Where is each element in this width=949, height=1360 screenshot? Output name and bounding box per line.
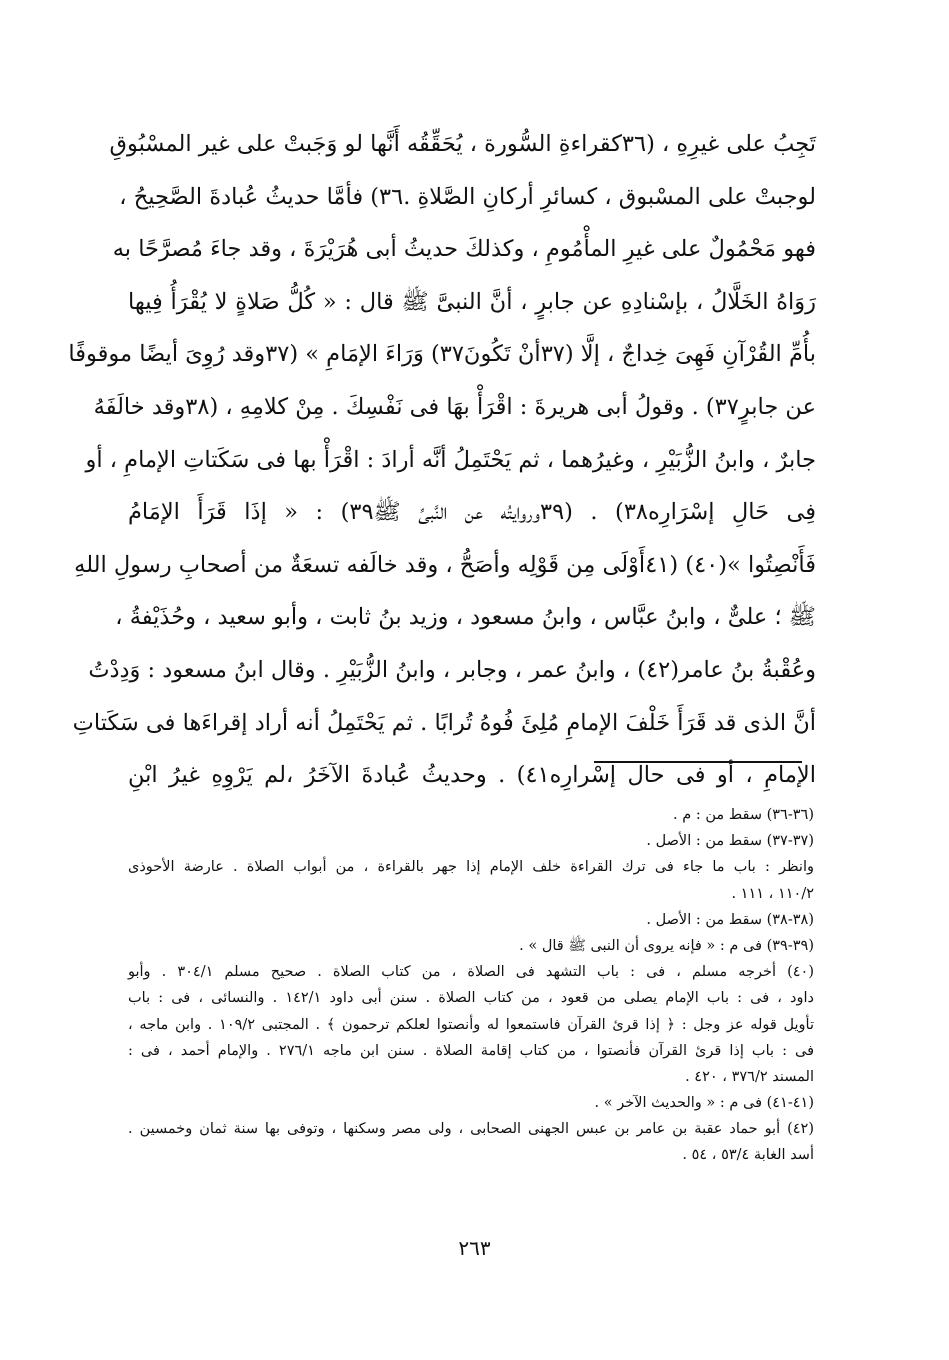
main-text-line: رَوَاهُ الخَلَّالُ ، بإسْنادِهِ عن جابرٍ ، أنَّ النبىَّ ﷺ قال : « كُلُّ صَلاةٍ لا يُقْرَأُ فِيها (128, 288, 816, 315)
footnote-line: وانظر : باب ما جاء فى ترك القراءة خلف الإمام إذا جهر بالقراءة ، من أبواب الصلاة . عارضة الأحوذى (128, 859, 814, 876)
main-text-line: أنَّ الذى قد قَرَأَ خَلْفَ الإمامِ مُلِئَ فُوهُ تُرابًا . ثم يَحْتَمِلُ أنه أراد إقراءَها فى سَكَتاتِ (72, 709, 816, 736)
footnote-line: (٣٧-٣٧) سقط من : الأصل . (646, 833, 814, 850)
footnotes-block (128, 802, 814, 1169)
footnote-line: داود ، فى : باب الإمام يصلى من قعود ، من كتاب الصلاة . سنن أبى داود ١٤٢/١ . والنسائى ، فى : باب (128, 990, 814, 1007)
footnote-line: ١١٠/٢ ، ١١١ . (731, 885, 814, 902)
footnote-line: المسند ٣٧٦/٢ ، ٤٢٠ . (685, 1068, 814, 1085)
main-text-line: تَجِبُ على غيرِهِ ، (٣٦كقراءةِ السُّورة ، يُحَقِّقُه أَنَّها لو وَجَبتْ على غير المسْبُوقِ (109, 131, 816, 157)
footnote-line: (٤٠) أخرجه مسلم ، فى : باب التشهد فى الصلاة ، من كتاب الصلاة . صحيح مسلم ٣٠٤/١ . وأبو (128, 964, 814, 981)
footnote-line: أسد الغابة ٥٣/٤ ، ٥٤ . (682, 1147, 814, 1164)
footnote-separator (594, 761, 802, 763)
footnote-line: (٤١-٤١) فى م : « والحديث الآخر » . (594, 1095, 814, 1112)
main-text-line: عن جابرٍ٣٧) . وقولُ أبى هريرةَ : اقْرَأْ بهَا فى نَفْسِكَ . مِنْ كلامِهِ ، (٣٨وقد خالَفَهُ (93, 393, 816, 420)
main-text-line: فهو مَحْمُولٌ على غيرِ المأْمُومِ ، وكذلكَ حديثُ أبى هُرَيْرَةَ ، وقد جاءَ مُصرَّحًا به (112, 236, 816, 263)
main-text-line: فِى حَالِ إسْرَارِه٣٨) . (٣٩وروايتُه عن النَّبىِّ ﷺ٣٩) : « إذَا قَرَأَ الإمَامُ (128, 499, 817, 526)
footnote-line: (٤٢) أبو حماد عقبة بن عامر بن عبس الجهنى الصحابى ، ولى مصر وسكنها ، وتوفى بها سنة ثمان وخمسين . (128, 1121, 814, 1138)
main-text-line: لوجبتْ على المسْبوق ، كسائرِ أركانِ الصَّلاةِ .٣٦) فأمَّا حديثُ عُبادةَ الصَّحِيحُ ، (119, 183, 816, 210)
main-text-line: ﷺ ؛ علىٌّ ، وابنُ عبَّاس ، وابنُ مسعود ، وزيد بنُ ثابت ، وأبو سعيد ، وحُذَيْفةُ ، (115, 604, 816, 631)
main-text-block (68, 118, 817, 802)
main-text-line: الإمامِ ، أو فى حال إسْرارِه٤١) . وحديثُ عُبادةَ الآخَرُ ،لم يَرْوِهِ غيرُ ابْنِ (128, 762, 817, 789)
main-text-line: فَأَنْصِتُوا »(٤٠) (٤١أَوْلَى مِن قَوْلِه وأصَحُّ ، وقد خالَفه تسعَةٌ من أصحابِ رسولِ اللهِ (74, 551, 816, 578)
main-text-line: جابرٌ ، وابنُ الزُّبَيْرِ ، وغيرُهما ، ثم يَحْتَمِلُ أنَّه أرادَ : اقْرَأْ بها فى سَكَتاتِ الإمامِ ، أو (85, 446, 816, 473)
main-text-line: بأُمِّ القُرْآنِ فَهِىَ خِداجٌ ، إلَّا (٣٧أنْ تَكُونَ٣٧) وَرَاءَ الإمَامِ » (٣٧وقد رُوِىَ أيضًا موقوفًا (68, 341, 816, 368)
main-text-line: وعُقْبةُ بنُ عامر(٤٢) ، وابنُ عمر ، وجابر ، وابنُ الزُّبَيْرِ . وقال ابنُ مسعود : وَدِدْتُ (88, 656, 816, 683)
footnote-line: (٣٨-٣٨) سقط من : الأصل . (646, 911, 814, 928)
page-number: ٢٦٣ (458, 1236, 491, 1260)
footnote-line: فى : باب إذا قرئ القرآن فأنصتوا ، من كتاب إقامة الصلاة . سنن ابن ماجه ٢٧٦/١ . والإمام أحمد ، فى : (128, 1042, 815, 1059)
footnote-line: (٣٩-٣٩) فى م : « فإنه يروى أن النبى ﷺ قال » . (519, 937, 814, 954)
footnote-line: تأويل قوله عز وجل : ﴿ إذا قرئ القرآن فاستمعوا له وأنصتوا لعلكم ترحمون ﴾ . المجتبى ١٠٩/٢ . وابن ماجه ، (128, 1016, 814, 1033)
footnote-line: (٣٦-٣٦) سقط من : م . (673, 807, 814, 823)
